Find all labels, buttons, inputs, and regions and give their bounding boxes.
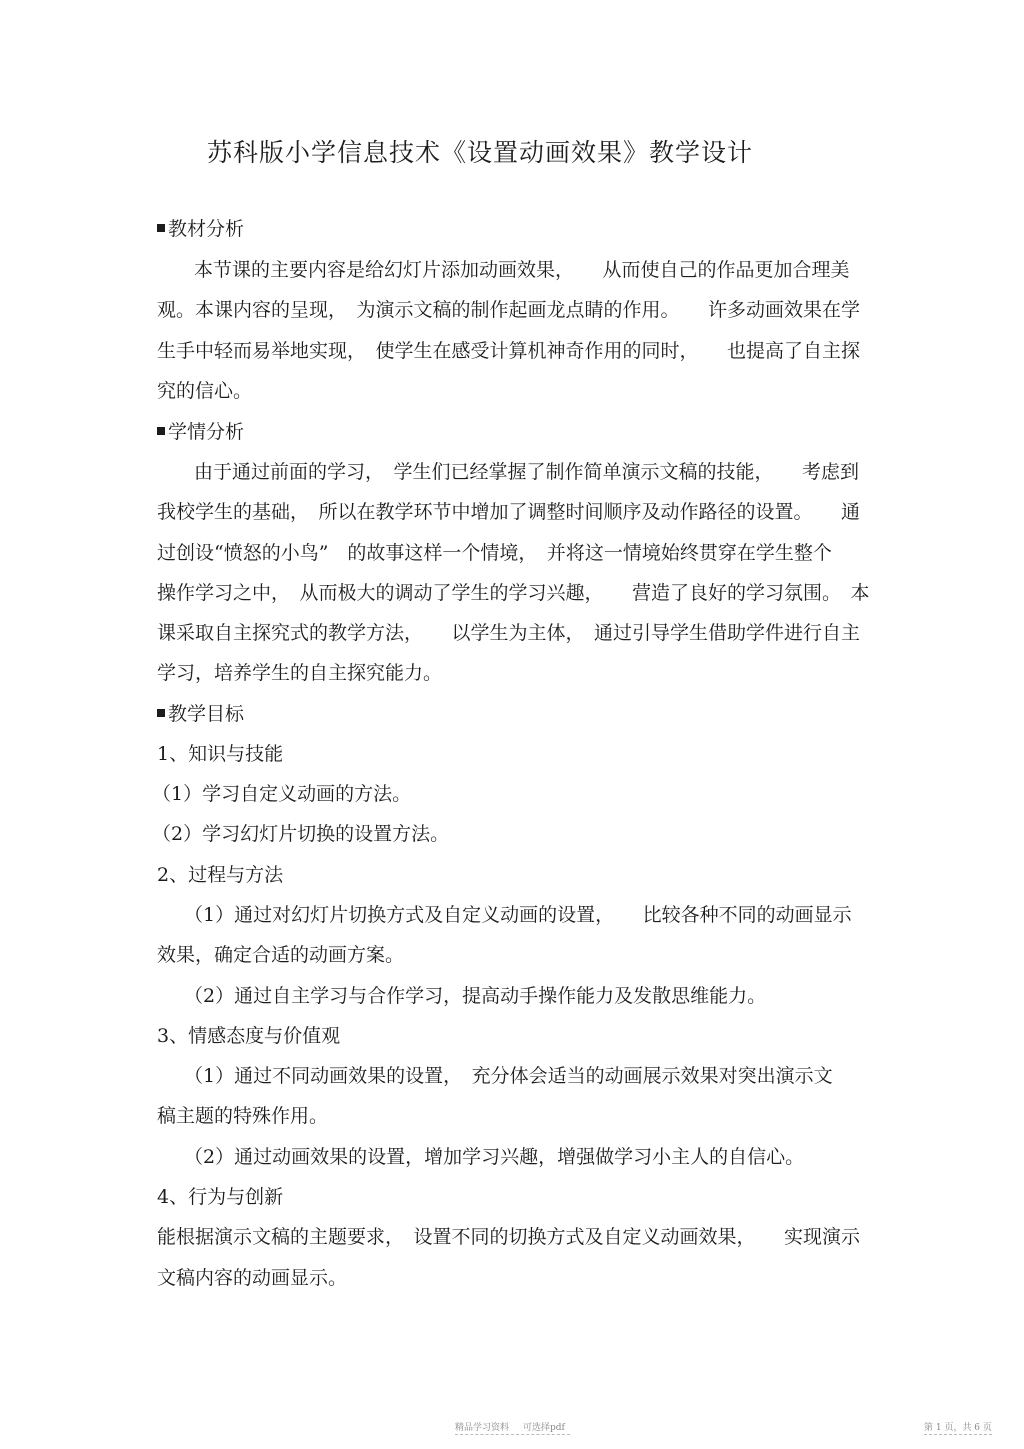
objective-item: （2）学习幻灯片切换的设置方法。 xyxy=(152,823,450,845)
objective-item: （1）通过不同动画效果的设置， 充分体会适当的动画展示效果对突出演示文 xyxy=(184,1065,833,1087)
objective-item: 3、情感态度与价值观 xyxy=(157,1025,341,1047)
objective-item: 1、知识与技能 xyxy=(157,743,284,765)
document-title: 苏科版小学信息技术《设置动画效果》教学设计 xyxy=(206,138,753,167)
paragraph-line: 生手中轻而易举地实现， 使学生在感受计算机神奇作用的同时， 也提高了自主探 xyxy=(157,340,861,362)
objective-item: （1）通过对幻灯片切换方式及自定义动画的设置， 比较各种不同的动画显示 xyxy=(184,904,852,926)
square-bullet-icon xyxy=(157,427,165,435)
section-heading-materials: 教材分析 xyxy=(157,217,244,241)
objective-item: 4、行为与创新 xyxy=(157,1186,284,1208)
paragraph-line: 我校学生的基础， 所以在教学环节中增加了调整时间顺序及动作路径的设置。 通 xyxy=(157,501,861,523)
footer-divider xyxy=(455,1434,570,1435)
paragraph-line: 课采取自主探究式的教学方法， 以学生为主体， 通过引导学生借助学件进行自主 xyxy=(157,622,861,644)
paragraph-line: 观。本课内容的呈现， 为演示文稿的制作起画龙点睛的作用。 许多动画效果在学 xyxy=(157,299,861,321)
square-bullet-icon xyxy=(157,224,165,232)
objective-item: 稿主题的特殊作用。 xyxy=(157,1105,329,1127)
paragraph-line: 本节课的主要内容是给幻灯片添加动画效果， 从而使自己的作品更加合理美 xyxy=(194,259,850,281)
paragraph-line: 由于通过前面的学习， 学生们已经掌握了制作简单演示文稿的技能， 考虑到 xyxy=(194,461,860,483)
objective-item: 能根据演示文稿的主题要求， 设置不同的切换方式及自定义动画效果， 实现演示 xyxy=(157,1226,861,1248)
objective-item: 2、过程与方法 xyxy=(157,864,284,886)
section-heading-objectives: 教学目标 xyxy=(157,702,244,726)
page-indicator: 第 1 页，共 6 页 xyxy=(924,1423,992,1433)
objective-item: 效果，确定合适的动画方案。 xyxy=(157,944,405,966)
objective-item: （2）通过自主学习与合作学习，提高动手操作能力及发散思维能力。 xyxy=(184,985,767,1007)
section-heading-learners: 学情分析 xyxy=(157,420,244,444)
square-bullet-icon xyxy=(157,709,165,717)
objective-item: 文稿内容的动画显示。 xyxy=(157,1267,348,1289)
objective-item: （1）学习自定义动画的方法。 xyxy=(152,783,412,805)
footer-divider xyxy=(924,1434,992,1435)
objective-item: （2）通过动画效果的设置，增加学习兴趣，增强做学习小主人的自信心。 xyxy=(184,1146,805,1168)
paragraph-line: 过创设“愤怒的小鸟” 的故事这样一个情境， 并将这一情境始终贯穿在学生整个 xyxy=(157,542,832,564)
footer-watermark: 精品学习资料 可选择pdf xyxy=(455,1423,565,1433)
paragraph-line: 学习，培养学生的自主探究能力。 xyxy=(157,662,443,684)
paragraph-line: 操作学习之中， 从而极大的调动了学生的学习兴趣， 营造了良好的学习氛围。 本 xyxy=(157,582,870,604)
paragraph-line: 究的信心。 xyxy=(157,380,253,402)
